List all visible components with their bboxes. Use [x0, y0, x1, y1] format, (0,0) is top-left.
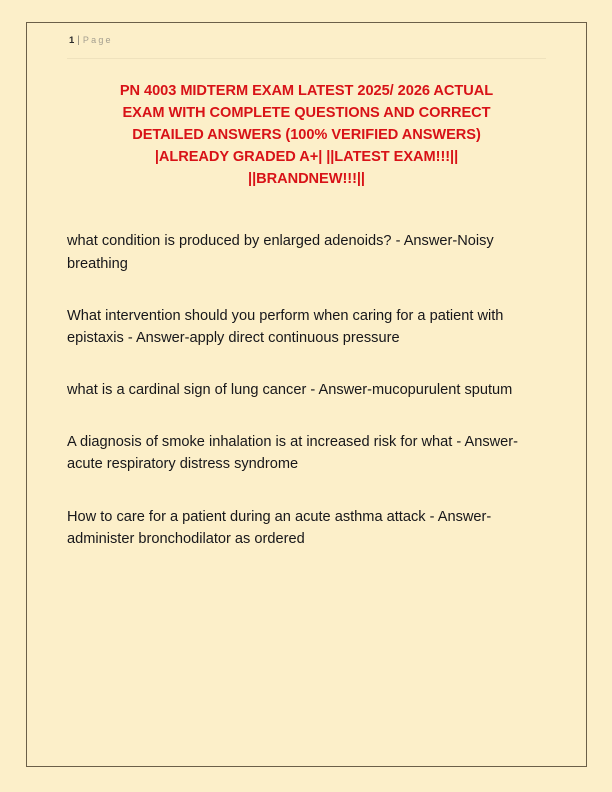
header-separator: |: [77, 35, 80, 46]
title-line-5: ||BRANDNEW!!!||: [248, 170, 365, 187]
title-line-4: |ALREADY GRADED A+| ||LATEST EXAM!!!||: [154, 148, 459, 165]
header-divider: [67, 58, 546, 59]
running-header: [67, 35, 546, 55]
title-line-1: PN 4003 MIDTERM EXAM LATEST 2025/ 2026 ACTUAL: [119, 83, 494, 99]
qa-item: what condition is produced by enlarged adenoids? - Answer-Noisy breathing: [67, 233, 494, 272]
qa-list: [67, 230, 546, 550]
qa-item: How to care for a patient during an acute asthma attack - Answer-administer bronchodilator as ordered: [67, 508, 492, 547]
page-title: [67, 81, 546, 190]
page-content: [27, 23, 586, 766]
qa-item: what is a cardinal sign of lung cancer - Answer-mucopurulent sputum: [67, 382, 513, 399]
header-page-word: Page: [82, 35, 113, 45]
title-line-2: EXAM WITH COMPLETE QUESTIONS AND CORRECT: [122, 104, 491, 121]
header-page-number: 1: [69, 35, 75, 46]
title-line-3: DETAILED ANSWERS (100% VERIFIED ANSWERS): [132, 126, 481, 143]
qa-item: A diagnosis of smoke inhalation is at increased risk for what - Answer-acute respiratory distress syndrome: [67, 434, 518, 473]
qa-item: What intervention should you perform when caring for a patient with epistaxis - Answer-apply direct continuous pressure: [67, 307, 504, 346]
